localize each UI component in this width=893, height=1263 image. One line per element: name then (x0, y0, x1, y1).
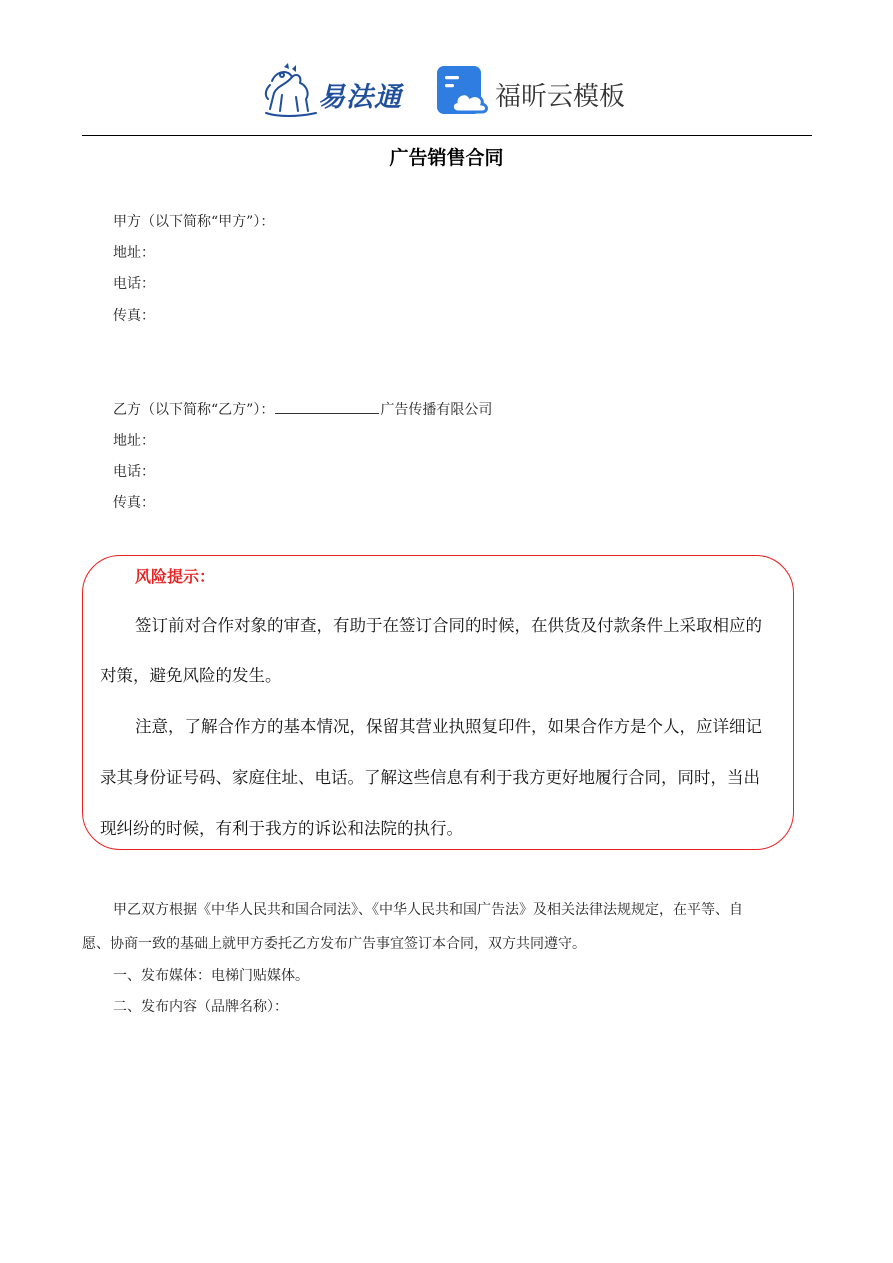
brand-right-text: 福昕云模板 (495, 82, 626, 112)
clause-2: 二、发布内容（品牌名称）： (113, 999, 288, 1015)
yifatong-logo (262, 63, 412, 119)
intro-paragraph-line: 愿、协商一致的基础上就甲方委托乙方发布广告事宜签订本合同，双方共同遵守。 (82, 936, 586, 952)
risk-text-line: 注意，了解合作方的基本情况，保留其营业执照复印件，如果合作方是个人，应详细记 (135, 717, 762, 736)
document-title: 广告销售合同 (389, 147, 504, 169)
clause-1: 一、发布媒体：电梯门贴媒体。 (113, 968, 309, 984)
party-b-label: 乙方（以下简称“乙方”）： (113, 402, 275, 418)
risk-text-line: 签订前对合作对象的审查，有助于在签订合同的时候，在供货及付款条件上采取相应的 (135, 616, 762, 635)
party-b-fax: 传真： (113, 495, 155, 511)
qilin-icon (262, 63, 320, 119)
header-divider (82, 135, 812, 136)
party-a-label: 甲方（以下简称“甲方”）： (113, 214, 275, 230)
risk-notice-title: 风险提示： (135, 567, 216, 586)
party-a-phone: 电话： (113, 276, 155, 292)
risk-notice-box (82, 555, 794, 850)
intro-paragraph-line: 甲乙双方根据《中华人民共和国合同法》、《中华人民共和国广告法》及相关法律法规规定，在平等、自 (113, 902, 743, 918)
party-b-line (113, 399, 492, 420)
risk-text-line: 对策，避免风险的发生。 (100, 666, 282, 685)
document-header (0, 55, 893, 130)
brand-left-text: 易法通 (318, 82, 402, 113)
party-b-company-suffix: 广告传播有限公司 (380, 402, 493, 418)
party-b-phone: 电话： (113, 464, 155, 480)
company-name-blank (275, 399, 379, 414)
party-b-address: 地址： (113, 433, 155, 449)
risk-text-line: 现纠纷的时候，有利于我方的诉讼和法院的执行。 (100, 819, 463, 838)
foxit-template-logo (436, 64, 636, 118)
party-a-fax: 传真： (113, 308, 155, 324)
risk-text-line: 录其身份证号码、家庭住址、电话。了解这些信息有利于我方更好地履行合同，同时，当出 (100, 768, 760, 787)
party-a-address: 地址： (113, 245, 155, 261)
cloud-document-icon (436, 64, 490, 118)
